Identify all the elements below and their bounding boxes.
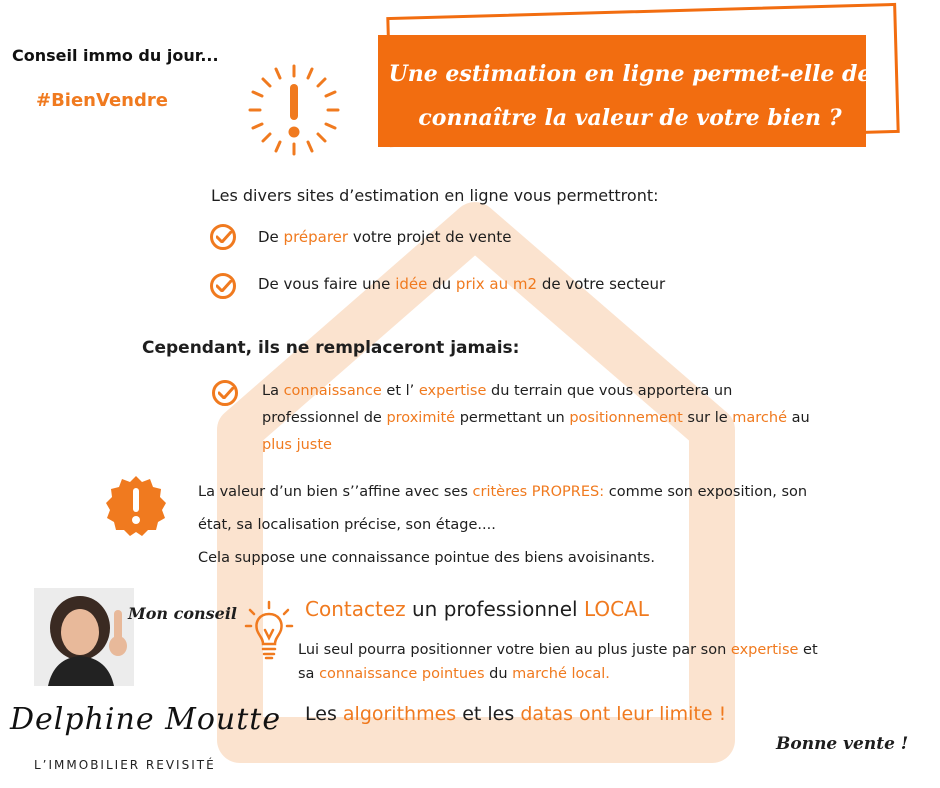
warning-line-1 — [198, 476, 807, 509]
warning-paragraph — [198, 476, 807, 575]
text-segment: et les — [456, 703, 521, 725]
text-segment: de votre secteur — [537, 275, 666, 293]
text-segment: un professionnel — [405, 597, 584, 621]
algorithms-line — [305, 703, 726, 725]
check-circle-icon — [212, 380, 238, 406]
highlight-text: connaissance pointues — [319, 666, 485, 682]
highlight-text: Contactez — [305, 597, 406, 621]
highlight-text: marché local. — [512, 666, 610, 682]
highlight-text: algorithmes — [342, 703, 457, 725]
highlight-text: datas ont leur limite ! — [520, 703, 727, 725]
highlight-text: idée — [395, 275, 428, 293]
highlight-text: LOCAL — [583, 597, 649, 621]
text-segment: permettant un — [455, 410, 570, 426]
text-segment: du — [484, 666, 513, 682]
detail-line-1 — [298, 638, 918, 662]
text-segment: De — [258, 228, 284, 246]
benefit-1 — [258, 228, 511, 246]
text-segment: au — [787, 410, 810, 426]
lightbulb-icon — [244, 600, 294, 662]
highlight-text: proximité — [386, 410, 456, 426]
highlight-text: préparer — [283, 228, 349, 246]
expertise-line-2 — [262, 405, 810, 432]
question-line-2: connaître la valeur de votre bien ? — [418, 105, 842, 131]
detail-line-2 — [298, 662, 918, 686]
expertise-line-3 — [262, 432, 810, 459]
portrait-photo — [34, 588, 134, 686]
advice-label: Mon conseil — [128, 604, 237, 623]
text-segment: De vous faire une — [258, 275, 396, 293]
text-segment: sa — [298, 666, 320, 682]
check-circle-icon — [210, 224, 236, 250]
text-segment: et l’ — [381, 383, 419, 399]
highlight-text: connaissance — [283, 383, 382, 399]
detail-paragraph — [298, 638, 918, 686]
exclamation-sunburst-icon — [246, 62, 342, 158]
closing-text: Bonne vente ! — [776, 734, 909, 754]
check-circle-icon — [210, 273, 236, 299]
warning-line-2: état, sa localisation précise, son étage.... — [198, 517, 496, 533]
text-segment: du terrain que vous apportera un — [486, 383, 733, 399]
contact-line — [305, 597, 649, 621]
intro-text: Les divers sites d’estimation en ligne vous permettront: — [211, 186, 659, 205]
question-line-1: Une estimation en ligne permet-elle de — [388, 61, 872, 87]
tip-title: Conseil immo du jour... — [12, 46, 219, 65]
expertise-paragraph — [262, 378, 810, 459]
highlight-text: marché — [732, 410, 788, 426]
text-segment: professionnel de — [262, 410, 387, 426]
text-segment: Lui seul pourra positionner votre bien au plus juste par son — [298, 642, 731, 658]
highlight-text: positionnement — [569, 410, 683, 426]
hashtag: #BienVendre — [36, 90, 168, 111]
highlight-text: plus juste — [262, 437, 332, 453]
highlight-text: prix au m2 — [455, 275, 538, 293]
question-text — [380, 52, 880, 140]
highlight-text: expertise — [418, 383, 487, 399]
benefit-2 — [258, 275, 665, 293]
expertise-line-1 — [262, 378, 810, 405]
text-segment: comme son exposition, son — [604, 484, 808, 500]
highlight-text: critères PROPRES: — [472, 484, 605, 500]
text-segment: La — [262, 383, 284, 399]
warning-badge-icon — [104, 474, 168, 538]
signature-subtitle: L’IMMOBILIER REVISITÉ — [34, 758, 216, 772]
text-segment: Les — [305, 703, 343, 725]
text-segment: du — [427, 275, 456, 293]
warning-line-3: Cela suppose une connaissance pointue des biens avoisinants. — [198, 550, 655, 566]
however-heading: Cependant, ils ne remplaceront jamais: — [142, 338, 520, 358]
text-segment: et — [798, 642, 818, 658]
text-segment: sur le — [682, 410, 733, 426]
text-segment: La valeur d’un bien s’’affine avec ses — [198, 484, 473, 500]
highlight-text: expertise — [730, 642, 799, 658]
text-segment: votre projet de vente — [348, 228, 512, 246]
signature: Delphine Moutte — [10, 702, 282, 737]
